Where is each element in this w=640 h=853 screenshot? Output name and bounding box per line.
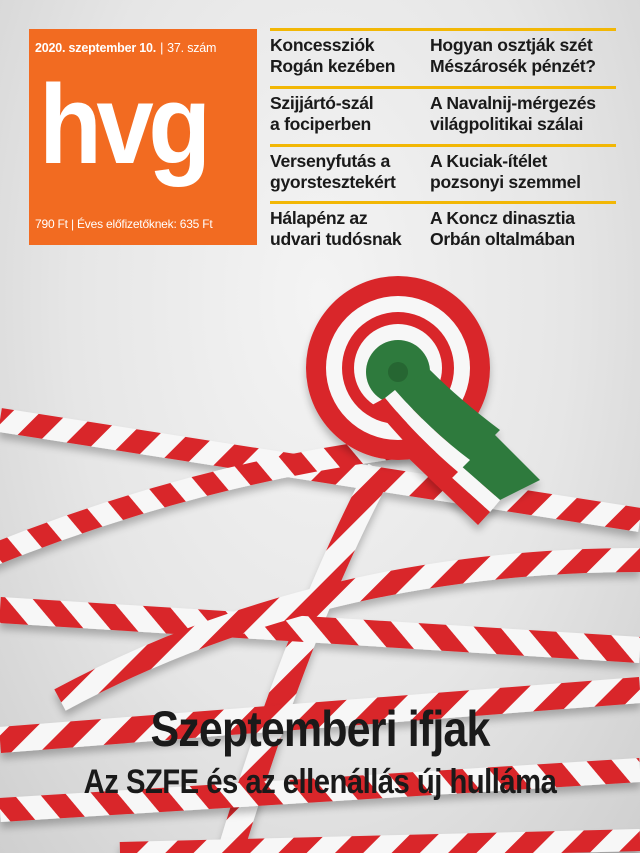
hvg-logo-block: [29, 29, 257, 245]
headline-line: Orbán oltalmában: [430, 229, 575, 249]
headline-line: udvari tudósnak: [270, 229, 402, 249]
hvg-wordmark: hvg: [39, 62, 206, 187]
headline-line: Versenyfutás a: [270, 151, 391, 171]
headline-line: világpolitikai szálai: [430, 114, 584, 134]
headline-line: Hálapénz az: [270, 208, 368, 228]
headline-line: A Koncz dinasztia: [430, 208, 575, 228]
headline-line: A Navalnij-mérgezés: [430, 93, 596, 113]
headline-line: Hogyan osztják szét: [430, 35, 593, 55]
headline-item: [430, 144, 616, 193]
headline-item: [430, 28, 616, 77]
headline-line: gyorstesztekért: [270, 172, 396, 192]
headline-line: A Kuciak-ítélet: [430, 151, 548, 171]
headline-line: pozsonyi szemmel: [430, 172, 581, 192]
barrier-tape: [120, 840, 640, 853]
headline-item: [270, 201, 456, 250]
issue-number: 37. szám: [167, 41, 217, 55]
headline-line: Mészárosék pénzét?: [430, 56, 596, 76]
headline-line: Koncessziók: [270, 35, 375, 55]
headline-item: [270, 86, 456, 135]
headline-line: Rogán kezében: [270, 56, 396, 76]
headline-item: [270, 144, 456, 193]
headline-item: [430, 86, 616, 135]
headline-item: [430, 201, 616, 250]
headline-item: [270, 28, 456, 77]
headline-line: Szijjártó-szál: [270, 93, 374, 113]
cover-story-title: Szeptemberi ifjak: [150, 701, 490, 757]
issue-separator: |: [160, 41, 164, 55]
cover-price: 790 Ft | Éves előfizetőknek: 635 Ft: [35, 217, 213, 231]
issue-date: 2020. szeptember 10.: [35, 41, 157, 55]
headline-line: a fociperben: [270, 114, 372, 134]
issue-date-line: [35, 41, 251, 55]
cover-story-subtitle: Az SZFE és az ellenállás új hulláma: [83, 763, 557, 801]
